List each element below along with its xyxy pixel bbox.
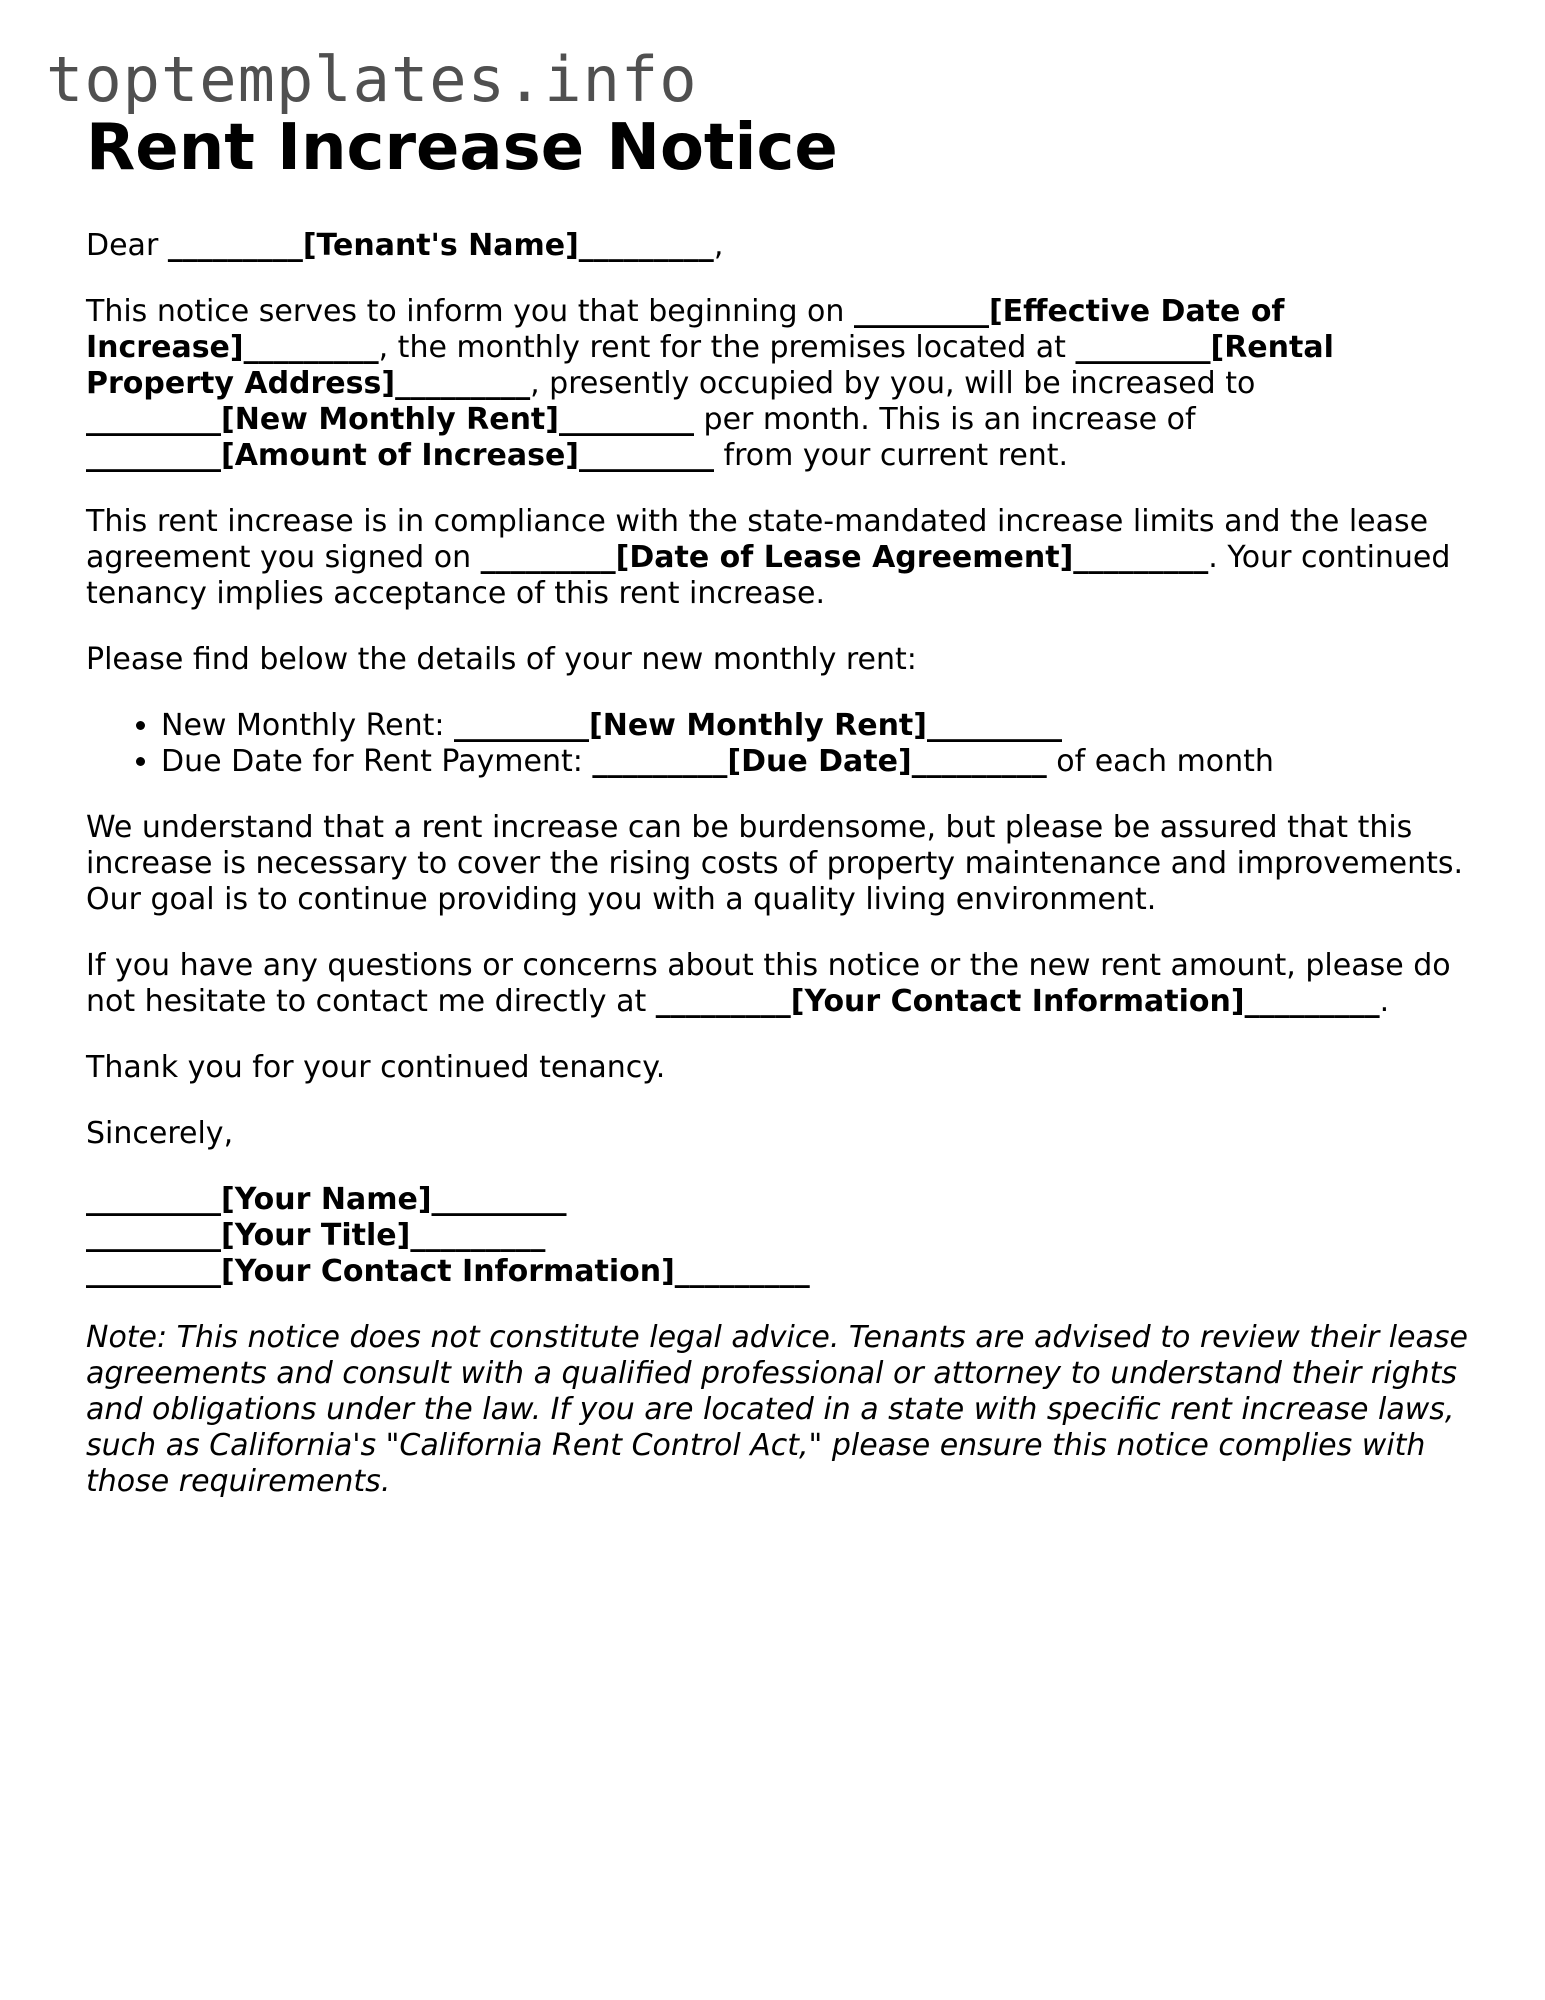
increase-text-2: , the monthly rent for the premises located at xyxy=(378,330,1076,365)
increase-text-3: , presently occupied by you, will be increased to xyxy=(530,366,1256,401)
detail-suffix: of each month xyxy=(1046,744,1274,779)
closing-line: Sincerely, xyxy=(86,1116,234,1151)
lease-date-field: _________[Date of Lease Agreement]_________ xyxy=(480,540,1209,575)
detail-label: Due Date for Rent Payment: xyxy=(161,744,593,779)
increase-text-4: per month. This is an increase of xyxy=(693,402,1196,437)
compliance-text-1: This rent increase is in compliance with the state-mandated increase limits and the lease agreement you signed on xyxy=(86,504,1429,575)
greeting-suffix: , xyxy=(713,228,724,263)
thanks-line: Thank you for your continued tenancy. xyxy=(86,1050,666,1085)
list-item xyxy=(161,744,1476,780)
compliance-paragraph xyxy=(86,504,1476,612)
document-page xyxy=(86,108,1476,1500)
contact-paragraph xyxy=(86,948,1476,1020)
increase-amount-field: _________[Amount of Increase]_________ xyxy=(86,438,715,473)
new-rent-field: _________[New Monthly Rent]_________ xyxy=(86,402,694,437)
justification-paragraph: We understand that a rent increase can be burdensome, but please be assured that this increase is necessary to cover the rising costs of property maintenance and improvements. Our goal is to continue providing you with a quality living environment. xyxy=(86,810,1464,917)
compliance-text-2: . Your continued tenancy implies acceptance of this rent increase. xyxy=(86,540,1451,611)
increase-text-5: from your current rent. xyxy=(714,438,1069,473)
signature-contact-field: _________[Your Contact Information]_________ xyxy=(86,1254,810,1289)
details-intro: Please find below the details of your new monthly rent: xyxy=(86,642,917,677)
contact-text-1: If you have any questions or concerns about this notice or the new rent amount, please do not hesitate to contact me directly at xyxy=(86,948,1451,1019)
signature-block xyxy=(86,1182,1476,1290)
tenant-name-field: _________[Tenant's Name]_________ xyxy=(167,228,714,263)
effective-date-field: _________[Effective Date of Increase]_________ xyxy=(86,294,1285,365)
list-item xyxy=(161,708,1476,744)
greeting-prefix: Dear xyxy=(86,228,168,263)
legal-note: Note: This notice does not constitute legal advice. Tenants are advised to review their lease agreements and consult with a qualified professional or attorney to understand their rights and obligations under the law. If you are located in a state with specific rent increase laws, such as California's "California Rent Control Act," please ensure this notice complies with those requirements. xyxy=(86,1320,1468,1499)
page-title: Rent Increase Notice xyxy=(86,111,838,185)
increase-paragraph xyxy=(86,294,1476,474)
detail-due-date-field: _________[Due Date]_________ xyxy=(592,744,1047,779)
contact-info-field: _________[Your Contact Information]_________ xyxy=(655,984,1380,1019)
watermark: toptemplates.info xyxy=(46,43,698,116)
detail-new-rent-field: _________[New Monthly Rent]_________ xyxy=(454,708,1062,743)
signature-name-field: _________[Your Name]_________ xyxy=(86,1182,567,1217)
rent-details-list xyxy=(86,708,1476,780)
signature-title-field: _________[Your Title]_________ xyxy=(86,1218,546,1253)
detail-label: New Monthly Rent: xyxy=(161,708,454,743)
contact-text-2: . xyxy=(1379,984,1390,1019)
rental-address-field: _________[Rental Property Address]_________ xyxy=(86,330,1334,401)
increase-text-1: This notice serves to inform you that beginning on xyxy=(86,294,854,329)
greeting xyxy=(86,228,1476,264)
